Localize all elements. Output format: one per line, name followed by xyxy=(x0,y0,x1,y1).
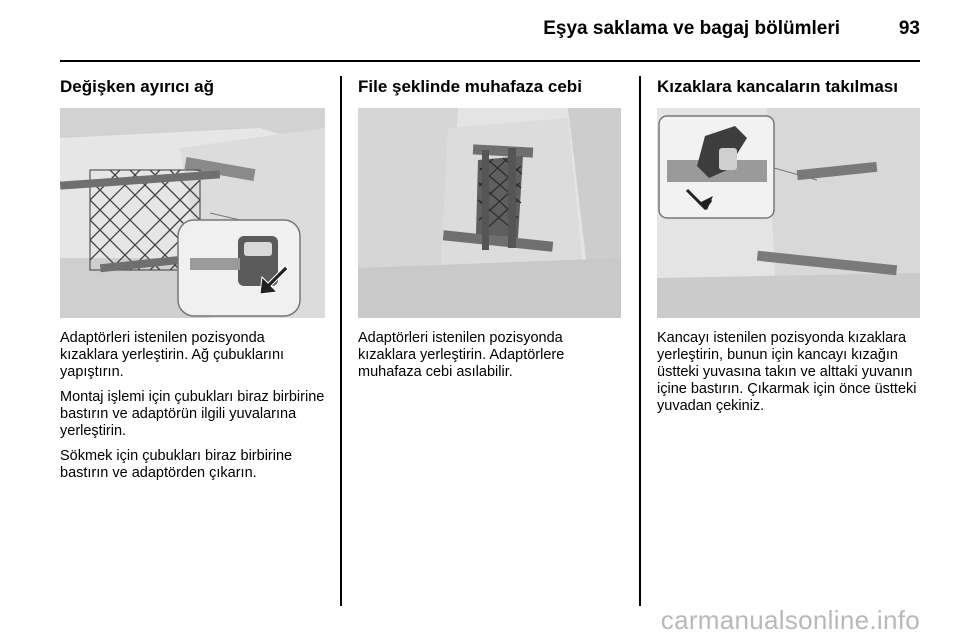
section-variable-net xyxy=(60,76,325,481)
section-rail-hooks xyxy=(657,76,922,414)
section-storage-net xyxy=(358,76,623,380)
section-body xyxy=(358,330,623,389)
paragraph: Adaptörleri istenilen pozisyonda kızaklara yerleştirin. Adaptörlere muhafaza cebi asılabilir. xyxy=(358,330,565,380)
paragraph: Adaptörleri istenilen pozisyonda kızaklara yerleştirin. Ağ çubuklarını yapıştırın. xyxy=(60,330,285,380)
header-rule xyxy=(60,60,920,62)
column-divider xyxy=(340,76,342,606)
paragraph: Sökmek için çubukları biraz birbirine bastırın ve adaptörden çıkarın. xyxy=(60,448,293,481)
paragraph: Montaj işlemi için çubukları biraz birbirine bastırın ve adaptörün ilgili yuvalarına yerleştirin. xyxy=(60,389,325,439)
illustration-storage-net xyxy=(358,108,621,318)
illustration-variable-net xyxy=(60,108,325,318)
page-number: 93 xyxy=(898,18,920,39)
watermark: carmanualsonline.info xyxy=(660,605,920,635)
section-heading: File şeklinde muhafaza cebi xyxy=(358,77,582,96)
section-heading: Kızaklara kancaların takılması xyxy=(657,77,898,96)
column-divider xyxy=(639,76,641,606)
header-title: Eşya saklama ve bagaj bölümleri xyxy=(543,18,840,39)
paragraph: Kancayı istenilen pozisyonda kızaklara yerleştirin, bunun için kancayı kızağın üstteki yuvasına takın ve alttaki yuvanın içine bastırın. Çıkarmak için önce üstteki yuvadan çekiniz. xyxy=(657,330,917,414)
illustration-rail-hooks xyxy=(657,108,920,318)
section-body xyxy=(60,330,325,490)
section-heading: Değişken ayırıcı ağ xyxy=(60,77,215,96)
section-body xyxy=(657,330,922,423)
